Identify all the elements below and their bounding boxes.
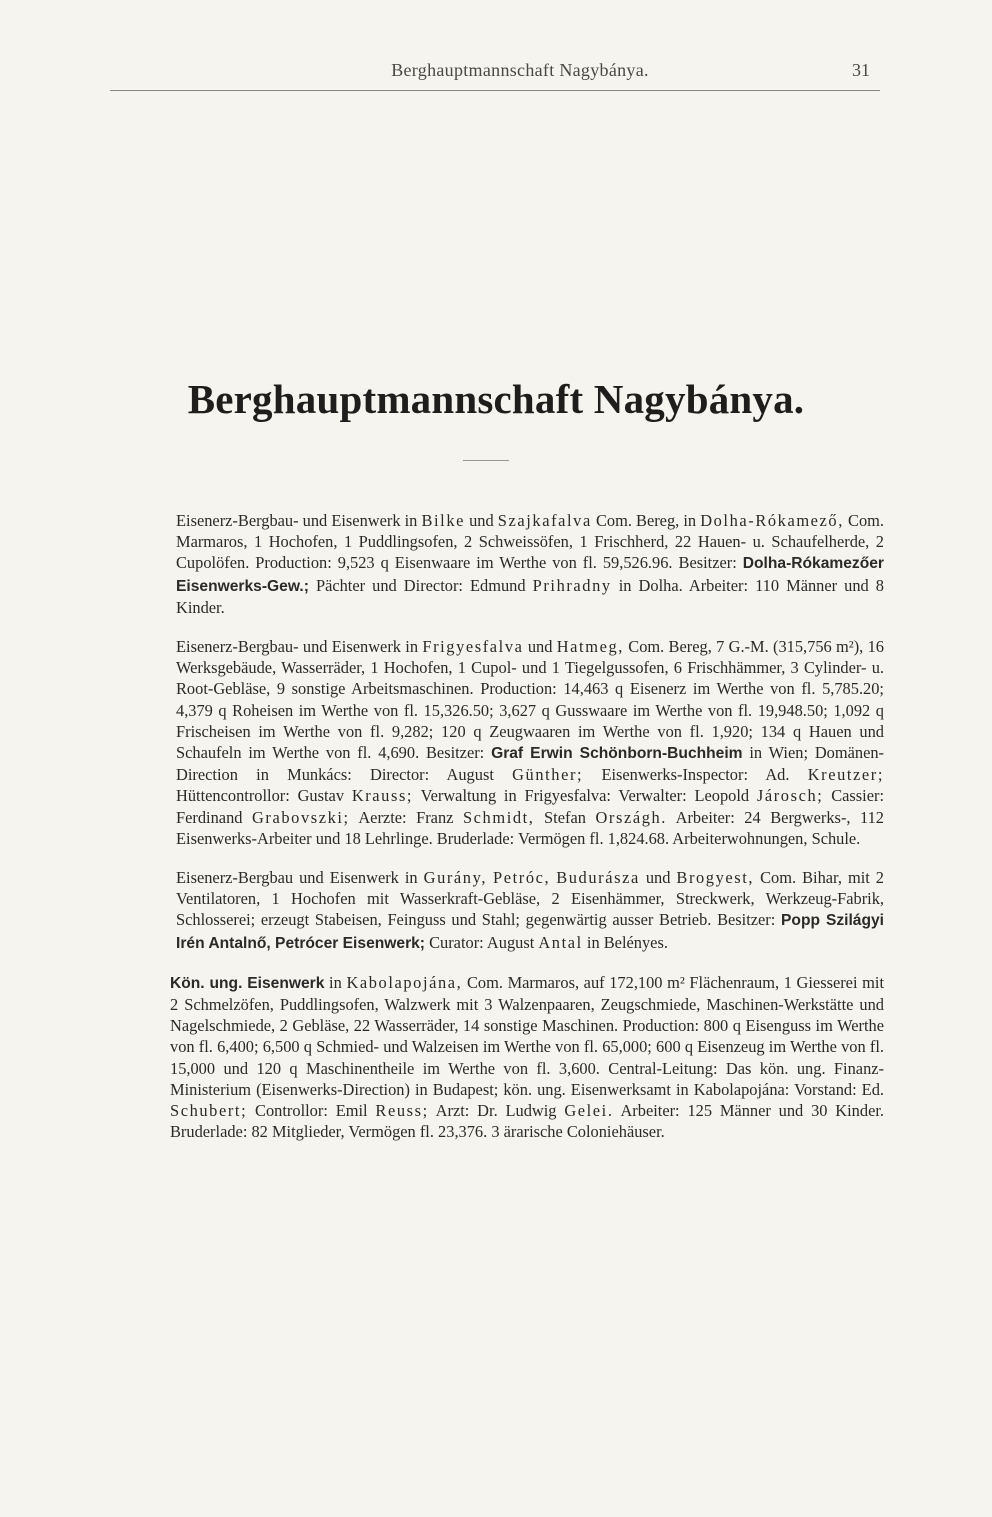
running-title: Berghauptmannschaft Nagybánya.: [391, 60, 649, 80]
entry-text: Arzt: Dr. Ludwig: [428, 1101, 565, 1121]
entry-text: und: [523, 637, 557, 657]
page-title: Berghauptmannschaft Nagybánya.: [187, 376, 805, 422]
entry-text: Aerzte: Franz: [349, 807, 463, 827]
entry-spaced-name: Antal: [538, 932, 583, 952]
entry-text: Eisenerz-Bergbau und Eisenwerk in: [176, 868, 424, 888]
entry-spaced-name: Kabolapojána,: [346, 972, 463, 992]
entry-spaced-name: Bilke: [421, 511, 465, 530]
entry-text: Eisenerz-Bergbau- und Eisenwerk in: [176, 511, 422, 530]
entry-text: und: [639, 868, 677, 888]
entry-text: Com. Marmaros, auf 172,100 m² Flächenraum, 1 Giesserei mit 2 Schmelzöfen, Puddlingsofen, Walzwerk mit 3 Walzenpaaren, Zeugschmiede, Maschinen-Werkstätte und Nagelschmiede, 2 Gebläse, 22 Wasserräder, 14 sonstige Maschinen. Production: 800 q Eisenguss im Werthe von fl. 6,400; 6,500 q Schmied- und Walzeisen im Werthe von fl. 65,000; 600 q Eisenzeug im Werthe von fl. 15,000 und 120 q Maschinentheile im Werthe von fl. 3,600. Central-Leitung: Das kön. ung. Finanz-Ministerium (Eisenwerks-Direction) in Budapest; kön. ung. Eisenwerksamt in Kabolapojána: Vorstand: Ed.: [170, 972, 884, 1099]
entry-owner-bold: Kön. ung. Eisenwerk: [170, 974, 325, 992]
entry-spaced-name: Brogyest,: [676, 868, 755, 888]
running-head: [170, 60, 870, 86]
entry-owner-bold: Popp Szilágyi Irén Antalnő, Petrócer Eisenwerk;: [176, 912, 885, 952]
entry-spaced-name: Dolha-Rókamező,: [700, 511, 844, 530]
entry-paragraph: [176, 867, 884, 954]
entry-text: in: [324, 972, 347, 992]
entry-text: Com. Bihar, mit 2 Ventilatoren, 1 Hochofen mit Wasserkraft-Gebläse, 2 Eisenhämmer, Streckwerk, Werkzeug-Fabrik, Schlosserei; erzeugt Stabeisen, Feinguss und Stahl; gegenwärtig ausser Betrieb. Besitzer:: [176, 868, 884, 930]
entry-spaced-name: Gurány,: [423, 868, 488, 888]
entry-spaced-name: Kreutzer;: [807, 765, 884, 785]
entry-spaced-name: Schubert;: [170, 1101, 248, 1121]
header-rule: [110, 90, 880, 91]
entry-owner-bold: Graf Erwin Schönborn-Buchheim: [491, 745, 743, 763]
entry-spaced-name: Prihradny: [532, 575, 612, 595]
entry-spaced-name: Szajkafalva: [497, 511, 592, 530]
entry-text: Cassier: Ferdinand: [176, 786, 884, 827]
entry-spaced-name: Járosch;: [756, 786, 824, 806]
entry-spaced-name: Országh.: [595, 807, 667, 827]
entry-text: Pächter und Director: Edmund: [308, 575, 533, 595]
entry-spaced-name: Günther;: [512, 765, 584, 785]
entry-spaced-name: Grabovszki;: [252, 807, 350, 827]
entry-text: Eisenwerks-Inspector: Ad.: [583, 765, 808, 785]
entry-text: in Dolha. Arbeiter: 110 Männer und 8 Kinder.: [176, 575, 884, 617]
entry-text: Curator: August: [425, 932, 539, 952]
entry-paragraph: [170, 972, 884, 1143]
entry-spaced-name: Frigyesfalva: [422, 637, 524, 657]
entry-text: Controllor: Emil: [247, 1101, 376, 1121]
entry-text: Eisenerz-Bergbau- und Eisenwerk in: [176, 637, 423, 657]
entry-spaced-name: Reuss;: [375, 1101, 429, 1121]
page-number: 31: [852, 60, 870, 80]
entry-spaced-name: Krauss;: [351, 786, 414, 806]
entry-spaced-name: Petróc,: [493, 868, 551, 888]
entry-paragraph: [176, 636, 884, 849]
entry-text: Stefan: [534, 807, 596, 827]
title-rule: [463, 460, 509, 461]
entry-text: Com. Bereg, 7 G.-M. (315,756 m²), 16 Werksgebäude, Wasserräder, 1 Hochofen, 1 Cupol- und 1 Tiegelgussofen, 6 Frischhämmer, 3 Cylinder- u. Root-Gebläse, 9 sonstige Arbeitsmaschinen. Production: 14,463 q Eisenerz im Werthe von fl. 5,785.20; 4,379 q Roheisen im Werthe von fl. 15,326.50; 3,627 q Gusswaare im Werthe von fl. 19,948.50; 1,092 q Frischeisen im Werthe von fl. 9,282; 120 q Zeugwaaren im Werthe von fl. 1,920; 134 q Hauen und Schaufeln im Werthe von fl. 4,690. Besitzer:: [176, 637, 884, 763]
entries-list: [170, 510, 885, 1160]
entry-text: Com. Marmaros, 1 Hochofen, 1 Puddlingsofen, 2 Schweissöfen, 1 Frischherd, 22 Hauen- u. Schaufelherde, 2 Cupolöfen. Production: 9,523 q Eisenwaare im Werthe von fl. 59,526.96. Besitzer:: [176, 511, 884, 573]
entry-text: Hüttencontrollor: Gustav: [176, 786, 352, 806]
entry-text: Com. Bereg, in: [591, 511, 701, 530]
entry-text: in Wien; Domänen-Direction in Munkács: Director: August: [176, 743, 884, 785]
entry-spaced-name: Schmidt,: [462, 807, 535, 827]
entry-text: und: [465, 511, 498, 530]
entry-spaced-name: Budurásza: [556, 868, 640, 888]
entry-spaced-name: Hatmeg,: [556, 637, 624, 657]
entry-owner-bold: Dolha-Rókamezőer Eisenwerks-Gew.;: [176, 555, 884, 595]
entry-paragraph: [176, 510, 884, 618]
entry-text: Arbeiter: 24 Bergwerks-, 112 Eisenwerks-Arbeiter und 18 Lehrlinge. Bruderlade: Vermögen fl. 1,824.68. Arbeiterwohnungen, Schule.: [176, 807, 885, 848]
entry-text: Arbeiter: 125 Männer und 30 Kinder. Bruderlade: 82 Mitglieder, Vermögen fl. 23,376. 3 ärarische Coloniehäuser.: [170, 1101, 884, 1142]
entry-text: Verwaltung in Frigyesfalva: Verwalter: Leopold: [413, 786, 757, 806]
entry-text: in Belényes.: [582, 932, 668, 952]
entry-spaced-name: Gelei.: [564, 1101, 614, 1121]
